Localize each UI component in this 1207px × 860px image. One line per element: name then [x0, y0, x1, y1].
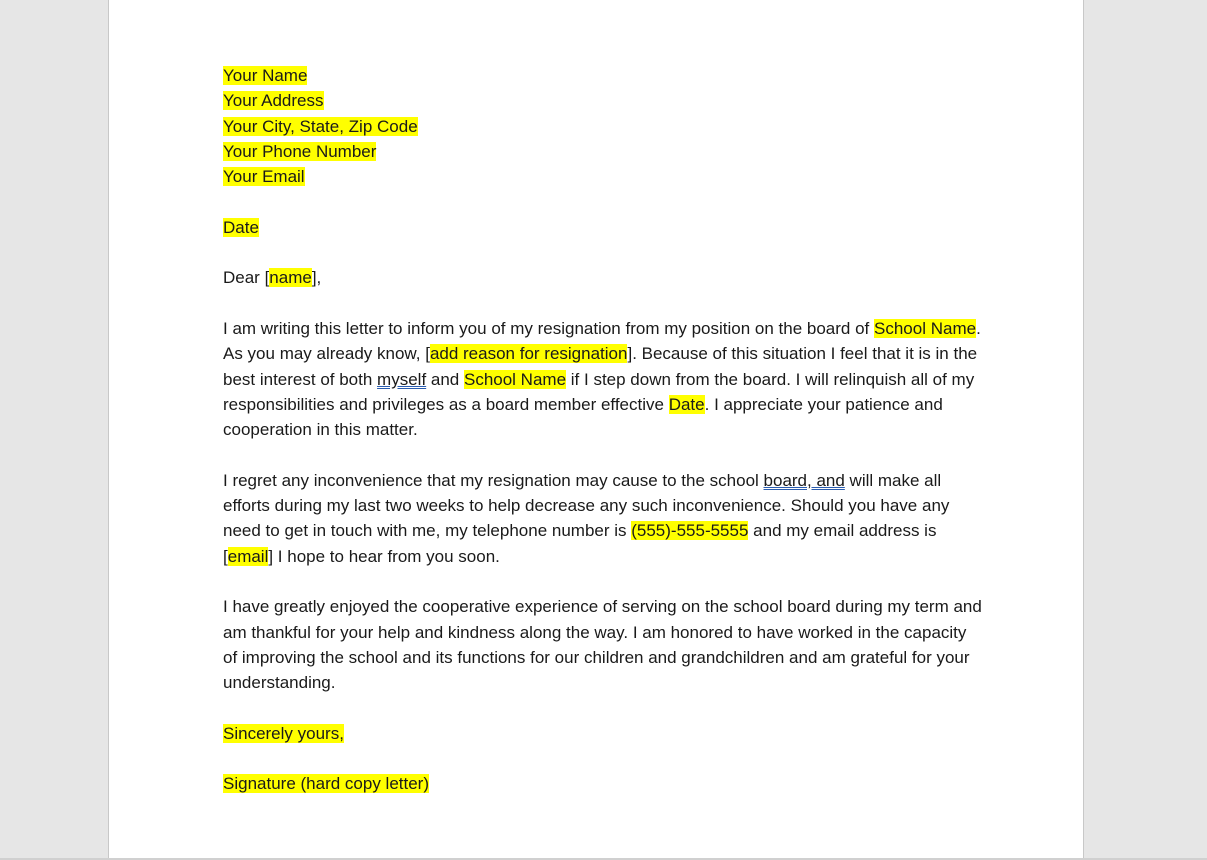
- p1-reason: add reason for resignation: [429, 344, 628, 364]
- closing-line: [223, 721, 983, 746]
- sender-name: Your Name: [223, 66, 308, 85]
- paragraph-3: I have greatly enjoyed the cooperative experience of serving on the school board during my term and am thankful for your help and kindness along the way. I am honored to have worked in the capacity of improving the school and its functions for our children and grandchildren and am grateful for your understanding.: [223, 597, 982, 693]
- closing: Sincerely yours,: [223, 723, 344, 743]
- signature-line: [223, 771, 983, 796]
- sender-phone: Your Phone Number: [223, 141, 377, 161]
- date: Date: [223, 217, 259, 237]
- recipient-name: name: [269, 268, 312, 288]
- sender-email: Your Email: [223, 167, 305, 187]
- sender-block: [223, 63, 983, 189]
- p2-text-3: and my email address is [: [223, 521, 937, 566]
- p1-flagged-word: myself: [377, 369, 427, 389]
- p1-date: Date: [668, 394, 705, 414]
- letter-body[interactable]: [223, 63, 983, 822]
- salutation-suffix: ],: [311, 268, 322, 288]
- p1-school-name: School Name: [874, 318, 977, 338]
- p2-flagged-phrase: board, and: [763, 470, 845, 490]
- p1-text-1: I am writing this letter to inform you of my resignation from my position on the board of: [223, 318, 875, 338]
- p1-text-4: and: [426, 369, 464, 389]
- p1-text-5: if I step down from the board. I will relinquish all of my responsibilities and privileges as a board member effective: [223, 369, 975, 414]
- sender-address: Your Address: [223, 91, 324, 111]
- sender-city: Your City, State, Zip Code: [223, 116, 418, 136]
- salutation-prefix: Dear [: [223, 268, 270, 288]
- signature: Signature (hard copy letter): [223, 774, 429, 794]
- p2-text-1: I regret any inconvenience that my resignation may cause to the school: [223, 470, 764, 490]
- p1-text-3: ]. Because of this situation I feel that it is in the best interest of both: [223, 344, 978, 389]
- p2-email: email: [227, 546, 269, 566]
- p2-phone: (555)-555-5555: [631, 521, 749, 541]
- p2-text-2: will make all efforts during my last two weeks to help decrease any such inconvenience. Should you have any need to get in touch with me, my telephone number is: [223, 470, 950, 541]
- paragraph-1: [223, 316, 983, 442]
- p1-text-6: . I appreciate your patience and cooperation in this matter.: [223, 394, 943, 440]
- p2-text-4: ] I hope to hear from you soon.: [268, 546, 500, 566]
- p1-text-2: . As you may already know, [: [223, 318, 981, 364]
- document-page[interactable]: [108, 0, 1084, 858]
- date-line: [223, 215, 983, 240]
- p1-school-name-2: School Name: [463, 369, 567, 389]
- paragraph-2: [223, 468, 983, 569]
- salutation: [223, 265, 983, 290]
